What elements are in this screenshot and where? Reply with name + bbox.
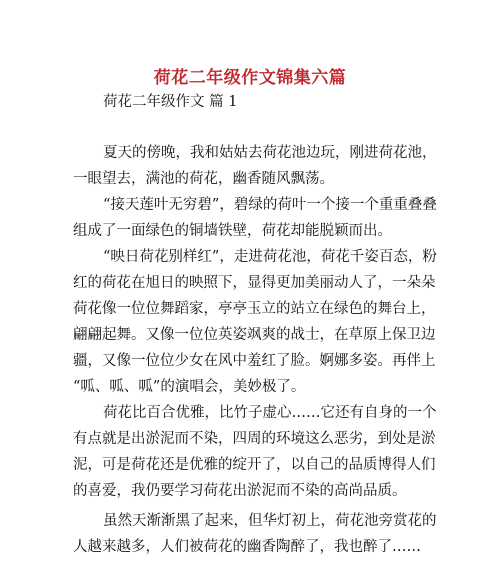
paragraph-line: 组成了一面绿色的铜墙铁壁，荷花却能脱颖而出。 bbox=[73, 223, 392, 239]
document-title: 荷花二年级作文锦集六篇 bbox=[153, 68, 347, 88]
paragraph-line: 翩翩起舞。又像一位位英姿飒爽的战士，在草原上保卫边 bbox=[73, 327, 436, 343]
paragraph-line: 夏天的傍晚，我和姑姑去荷花池边玩，刚进荷花池， bbox=[103, 145, 437, 161]
paragraph-line: 荷花比百合优雅，比竹子虚心……它还有自身的一个 bbox=[103, 405, 437, 421]
paragraph-line: 一眼望去，满池的荷花，幽香随风飘荡。 bbox=[73, 171, 334, 187]
paragraph-line: 虽然天渐渐黑了起来，但华灯初上，荷花池旁赏花的 bbox=[103, 513, 437, 529]
section-heading: 荷花二年级作文 篇 1 bbox=[103, 94, 238, 110]
paragraph-line: 人越来越多，人们被荷花的幽香陶醉了，我也醉了…… bbox=[73, 539, 421, 555]
paragraph-line: “映日荷花别样红”，走进荷花池，荷花千姿百态，粉 bbox=[103, 249, 437, 265]
paragraph-line: 荷花像一位位舞蹈家，亭亭玉立的站立在绿色的舞台上， bbox=[73, 301, 436, 317]
paragraph-line: 泥，可是荷花还是优雅的绽开了，以自己的品质博得人们 bbox=[73, 457, 436, 473]
paragraph-line: 红的荷花在旭日的映照下，显得更加美丽动人了，一朵朵 bbox=[73, 275, 436, 291]
paragraph-line: “呱、呱、呱”的演唱会，美妙极了。 bbox=[73, 379, 306, 395]
paragraph-line: 疆，又像一位位少女在风中羞红了脸。婀娜多姿。再伴上 bbox=[73, 353, 436, 369]
paragraph-line: 有点就是出淤泥而不染，四周的环境这么恶劣，到处是淤 bbox=[73, 431, 436, 447]
paragraph-line: 的喜爱，我仍要学习荷花出淤泥而不染的高尚品质。 bbox=[73, 483, 407, 499]
paragraph-line: “接天莲叶无穷碧”，碧绿的荷叶一个接一个重重叠叠 bbox=[103, 197, 437, 213]
